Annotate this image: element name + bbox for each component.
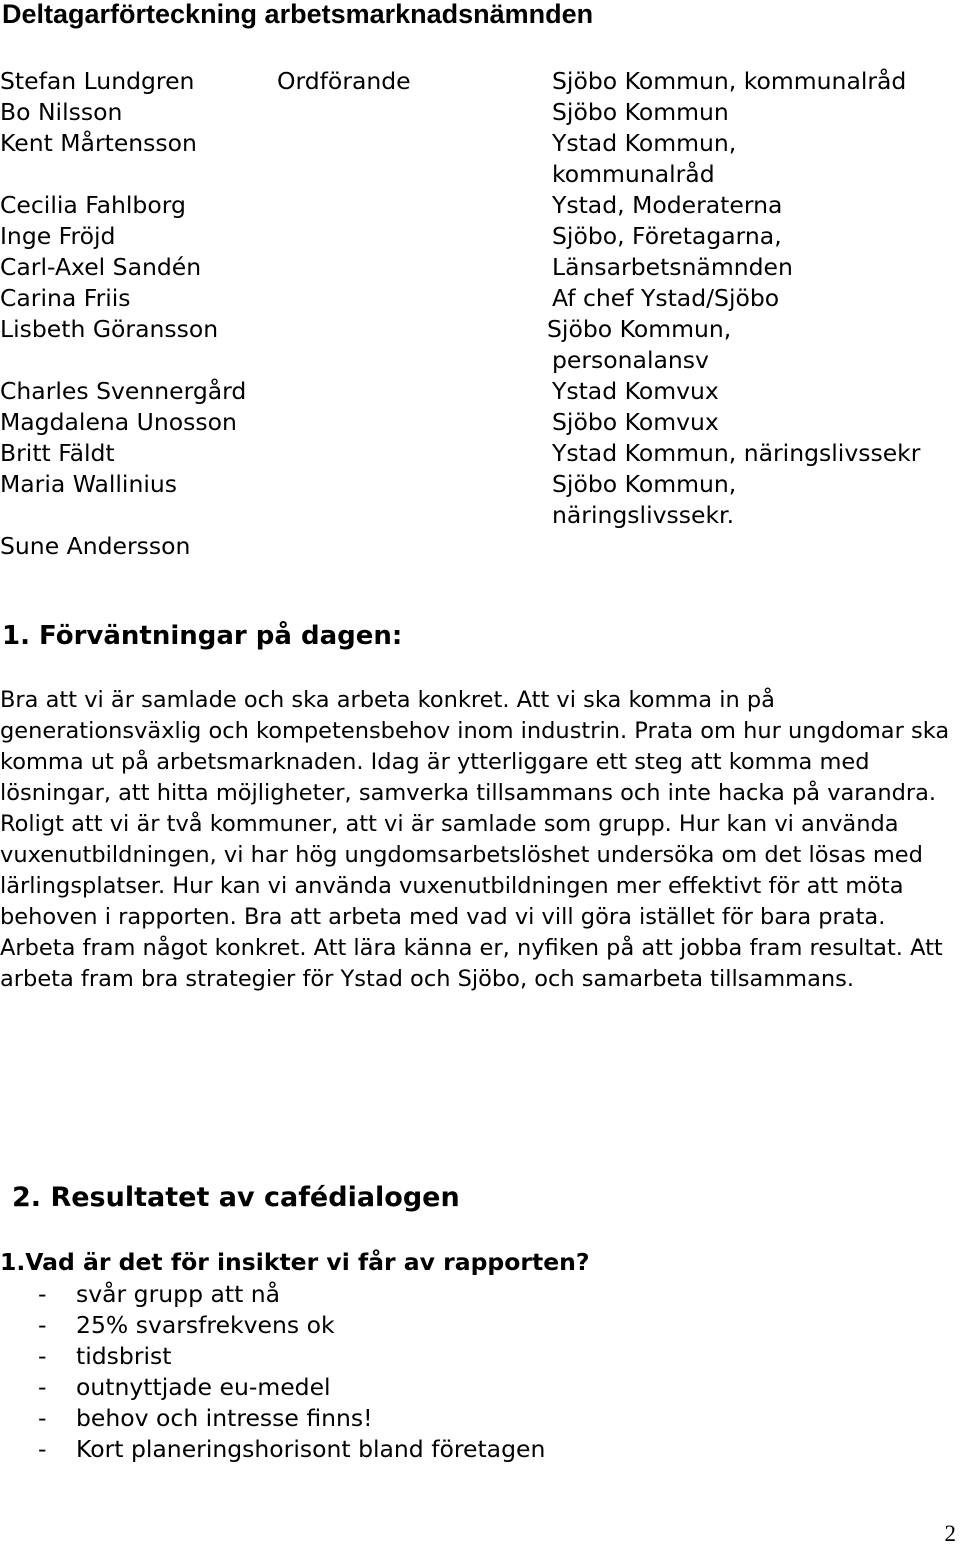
bullet-dash: - [38,1280,47,1308]
participant-name: Charles Svennergård [0,377,247,405]
participant-row [0,190,960,221]
participant-row [0,469,960,500]
document-title: Deltagarförteckning arbetsmarknadsnämnden [2,0,594,29]
participant-row [0,500,960,531]
participant-name: Carl-Axel Sandén [0,253,202,281]
participant-row [0,128,960,159]
bullet-dash: - [38,1435,47,1463]
participant-name: Britt Fäldt [0,439,115,467]
participant-name: Lisbeth Göransson [0,315,219,343]
participant-org: Sjöbo, Företagarna, [552,222,782,250]
participant-row [0,314,960,345]
bullet-dash: - [38,1311,47,1339]
participant-org: Ystad, Moderaterna [552,191,783,219]
participant-role: Ordförande [277,67,411,95]
participant-org: Sjöbo Kommun [552,98,729,126]
list-item-text: outnyttjade eu-medel [76,1373,331,1401]
expectations-paragraph: Bra att vi är samlade och ska arbeta konkret. Att vi ska komma in på generationsväxlig och kompetensbehov inom industrin. Prata om hur ungdomar ska komma ut på arbetsmarknaden. Idag är ytterliggare ett steg att komma med lösningar, att hitta möjligheter, samverka tillsammans och inte hacka på varandra. Roligt att vi är två kommuner, att vi är samlade som grupp. Hur kan vi använda vuxenutbildningen, vi har hög ungdomsarbetslöshet undersöka om det lösas med lärlingsplatser. Hur kan vi använda vuxenutbildningen mer effektivt för att möta behoven i rapporten. Bra att arbeta med vad vi vill göra istället för bara prata. Arbeta fram något konkret. Att lära känna er, nyfiken på att jobba fram resultat. Att arbeta fram bra strategier för Ystad och Sjöbo, och samarbeta tillsammans. [0,687,950,992]
participant-org: Sjöbo Kommun, [552,470,737,498]
page-number: 2 [944,1521,956,1546]
list-item-text: 25% svarsfrekvens ok [76,1311,335,1339]
participant-org: kommunalråd [552,160,715,188]
participant-row [0,376,960,407]
participant-org: Sjöbo Komvux [552,408,719,436]
bullet-dash: - [38,1404,47,1432]
participant-org: Ystad Kommun, näringslivssekr [552,439,921,467]
list-item-text: behov och intresse finns! [76,1404,373,1432]
participant-org: Sjöbo Kommun, kommunalråd [552,67,907,95]
participant-org: personalansv [552,346,709,374]
participant-row [0,438,960,469]
participant-name: Sune Andersson [0,532,191,560]
participant-row [0,252,960,283]
participant-row [0,283,960,314]
participant-row [0,221,960,252]
participant-row [0,66,960,97]
participant-name: Bo Nilsson [0,98,123,126]
list-item-text: tidsbrist [76,1342,172,1370]
section-heading-results: 2. Resultatet av cafédialogen [12,1182,460,1213]
participant-org: Länsarbetsnämnden [552,253,793,281]
participant-name: Inge Fröjd [0,222,116,250]
participant-name: Cecilia Fahlborg [0,191,186,219]
participant-org: Ystad Kommun, [552,129,737,157]
participant-org: Ystad Komvux [552,377,719,405]
participant-name: Maria Wallinius [0,470,178,498]
participant-name: Stefan Lundgren [0,67,195,95]
participant-row [0,97,960,128]
bullet-dash: - [38,1373,47,1401]
participant-row [0,531,960,562]
participant-list [0,66,960,562]
participant-name: Kent Mårtensson [0,129,197,157]
question-heading: 1.Vad är det för insikter vi får av rapporten? [0,1248,590,1276]
bullet-dash: - [38,1342,47,1370]
participant-row [0,159,960,190]
participant-row [0,407,960,438]
participant-org: Af chef Ystad/Sjöbo [552,284,780,312]
list-item-text: svår grupp att nå [76,1280,281,1308]
list-item-text: Kort planeringshorisont bland företagen [76,1435,546,1463]
participant-name: Magdalena Unosson [0,408,237,436]
participant-name: Carina Friis [0,284,131,312]
participant-row [0,345,960,376]
participant-org: Sjöbo Kommun, [547,315,732,343]
participant-org: näringslivssekr. [552,501,735,529]
section-heading-expectations: 1. Förväntningar på dagen: [2,621,403,651]
